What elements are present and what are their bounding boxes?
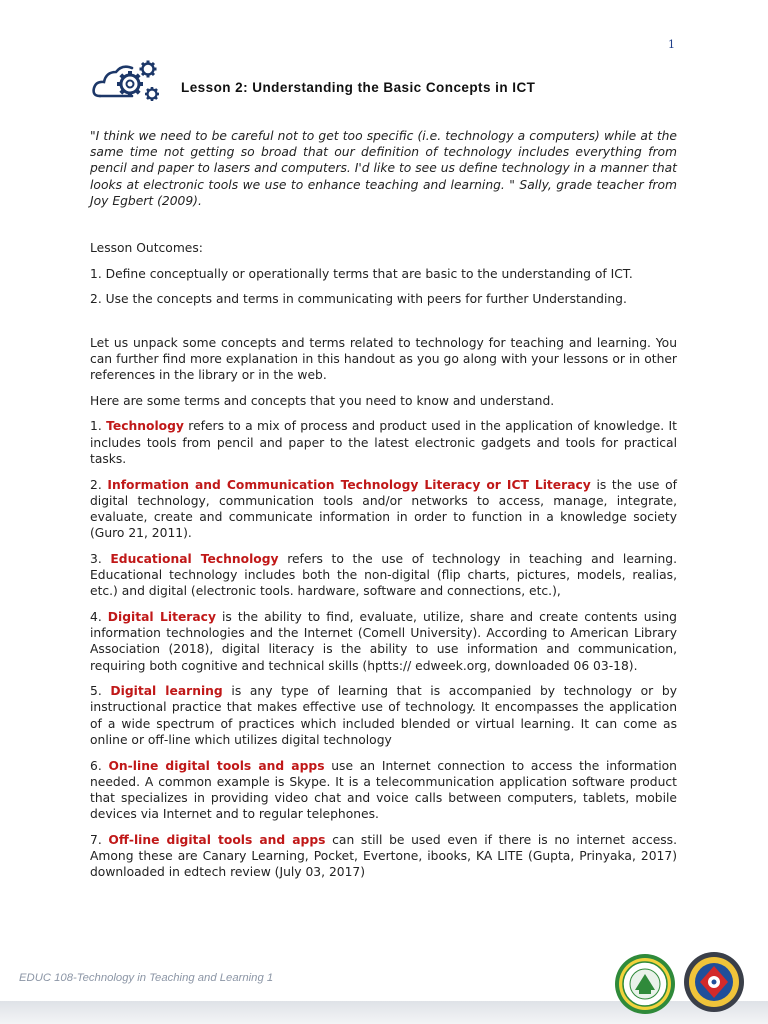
- intro-paragraph: Let us unpack some concepts and terms related to technology for teaching and learning. You can further find more explanation in this handout as you go along with your lessons or in other references in the library or in the web.: [90, 335, 677, 383]
- term-name: On-line digital tools and apps: [108, 758, 325, 773]
- document-body: [90, 128, 677, 890]
- term-definition: is the ability to find, evaluate, utilize, share and create contents using information technologies and the Internet (Comell University). According to American Library Association (2018), digital literacy is the ability to use information and communication, requiring both cognitive and technical skills (hptts:// edweek.org, downloaded 06 03-18).: [90, 609, 677, 673]
- term-item: [90, 683, 677, 748]
- outcome-item: 1. Define conceptually or operationally terms that are basic to the understanding of ICT.: [90, 266, 633, 281]
- term-number: 3.: [90, 551, 111, 566]
- term-number: 7.: [90, 832, 109, 847]
- term-item: [90, 609, 677, 674]
- term-definition: refers to a mix of process and product used in the application of knowledge. It includes tools from pencil and paper to the latest electronic gadgets and tools for practical tasks.: [90, 419, 677, 466]
- term-number: 4.: [90, 609, 108, 624]
- college-seal-icon: [682, 950, 746, 1014]
- term-item: [90, 418, 677, 467]
- outcomes-heading: Lesson Outcomes:: [90, 241, 203, 256]
- term-item: [90, 832, 677, 881]
- term-number: 1.: [90, 419, 107, 434]
- term-definition: use an Internet connection to access the information needed. A common example is Skype. It is a telecommunication application software product that specializes in providing video chat and voice calls between computers, tablets, mobile devices via Internet and to regular telephones.: [90, 758, 677, 822]
- term-number: 6.: [90, 758, 109, 773]
- term-name: Digital Literacy: [107, 609, 216, 624]
- term-name: Technology: [106, 419, 184, 434]
- term-name: Off-line digital tools and apps: [108, 832, 326, 847]
- term-number: 5.: [90, 684, 111, 699]
- term-item: [90, 758, 677, 823]
- outcome-item: 2. Use the concepts and terms in communicating with peers for further Understanding.: [90, 292, 627, 307]
- term-name: Information and Communication Technology Literacy or ICT Literacy: [107, 477, 591, 492]
- footer-course-label: EDUC 108-Technology in Teaching and Learning 1: [19, 972, 274, 984]
- opening-quote: "I think we need to be careful not to get too specific (i.e. technology a computers) while at the same time not getting so broad that our definition of technology includes everything from pencil and paper to lasers and computers. I'd like to see us define technology in a manner that looks at electronic tools we use to enhance teaching and learning. " Sally, grade teacher from Joy Egbert (2009).: [90, 129, 677, 208]
- page-number: 1: [668, 38, 675, 51]
- term-name: Digital learning: [110, 684, 223, 699]
- term-name: Educational Technology: [110, 551, 279, 566]
- term-definition: is the use of digital technology, communication tools and/or networks to access, manage, integrate, evaluate, create and communicate information in order to function in a knowledge society (Guro 21, 2011).: [90, 477, 677, 541]
- term-definition: can still be used even if there is no internet access. Among these are Canary Learning, Pocket, Evertone, ibooks, KA LITE (Gupta, Prinyaka, 2017) downloaded in edtech review (July 03, 2017): [90, 832, 677, 880]
- lesson-title: Lesson 2: Understanding the Basic Concepts in ICT: [181, 80, 536, 95]
- term-definition: is any type of learning that is accompanied by technology or by instructional practice that makes effective use of technology. It encompasses the application of a wide spectrum of practices which included blended or virtual learning. It can come as online or off-line which utilizes digital technology: [90, 684, 677, 747]
- intro-paragraph: Here are some terms and concepts that you need to know and understand.: [90, 393, 555, 408]
- gears-icon: [92, 56, 164, 106]
- term-item: [90, 551, 677, 600]
- university-seal-icon: [613, 952, 677, 1016]
- term-number: 2.: [90, 477, 108, 492]
- term-definition: refers to the use of technology in teaching and learning. Educational technology includes both the non-digital (flip charts, pictures, models, realias, etc.) and digital (electronic tools. hardware, software and connections, etc.),: [90, 551, 677, 599]
- term-item: [90, 477, 677, 542]
